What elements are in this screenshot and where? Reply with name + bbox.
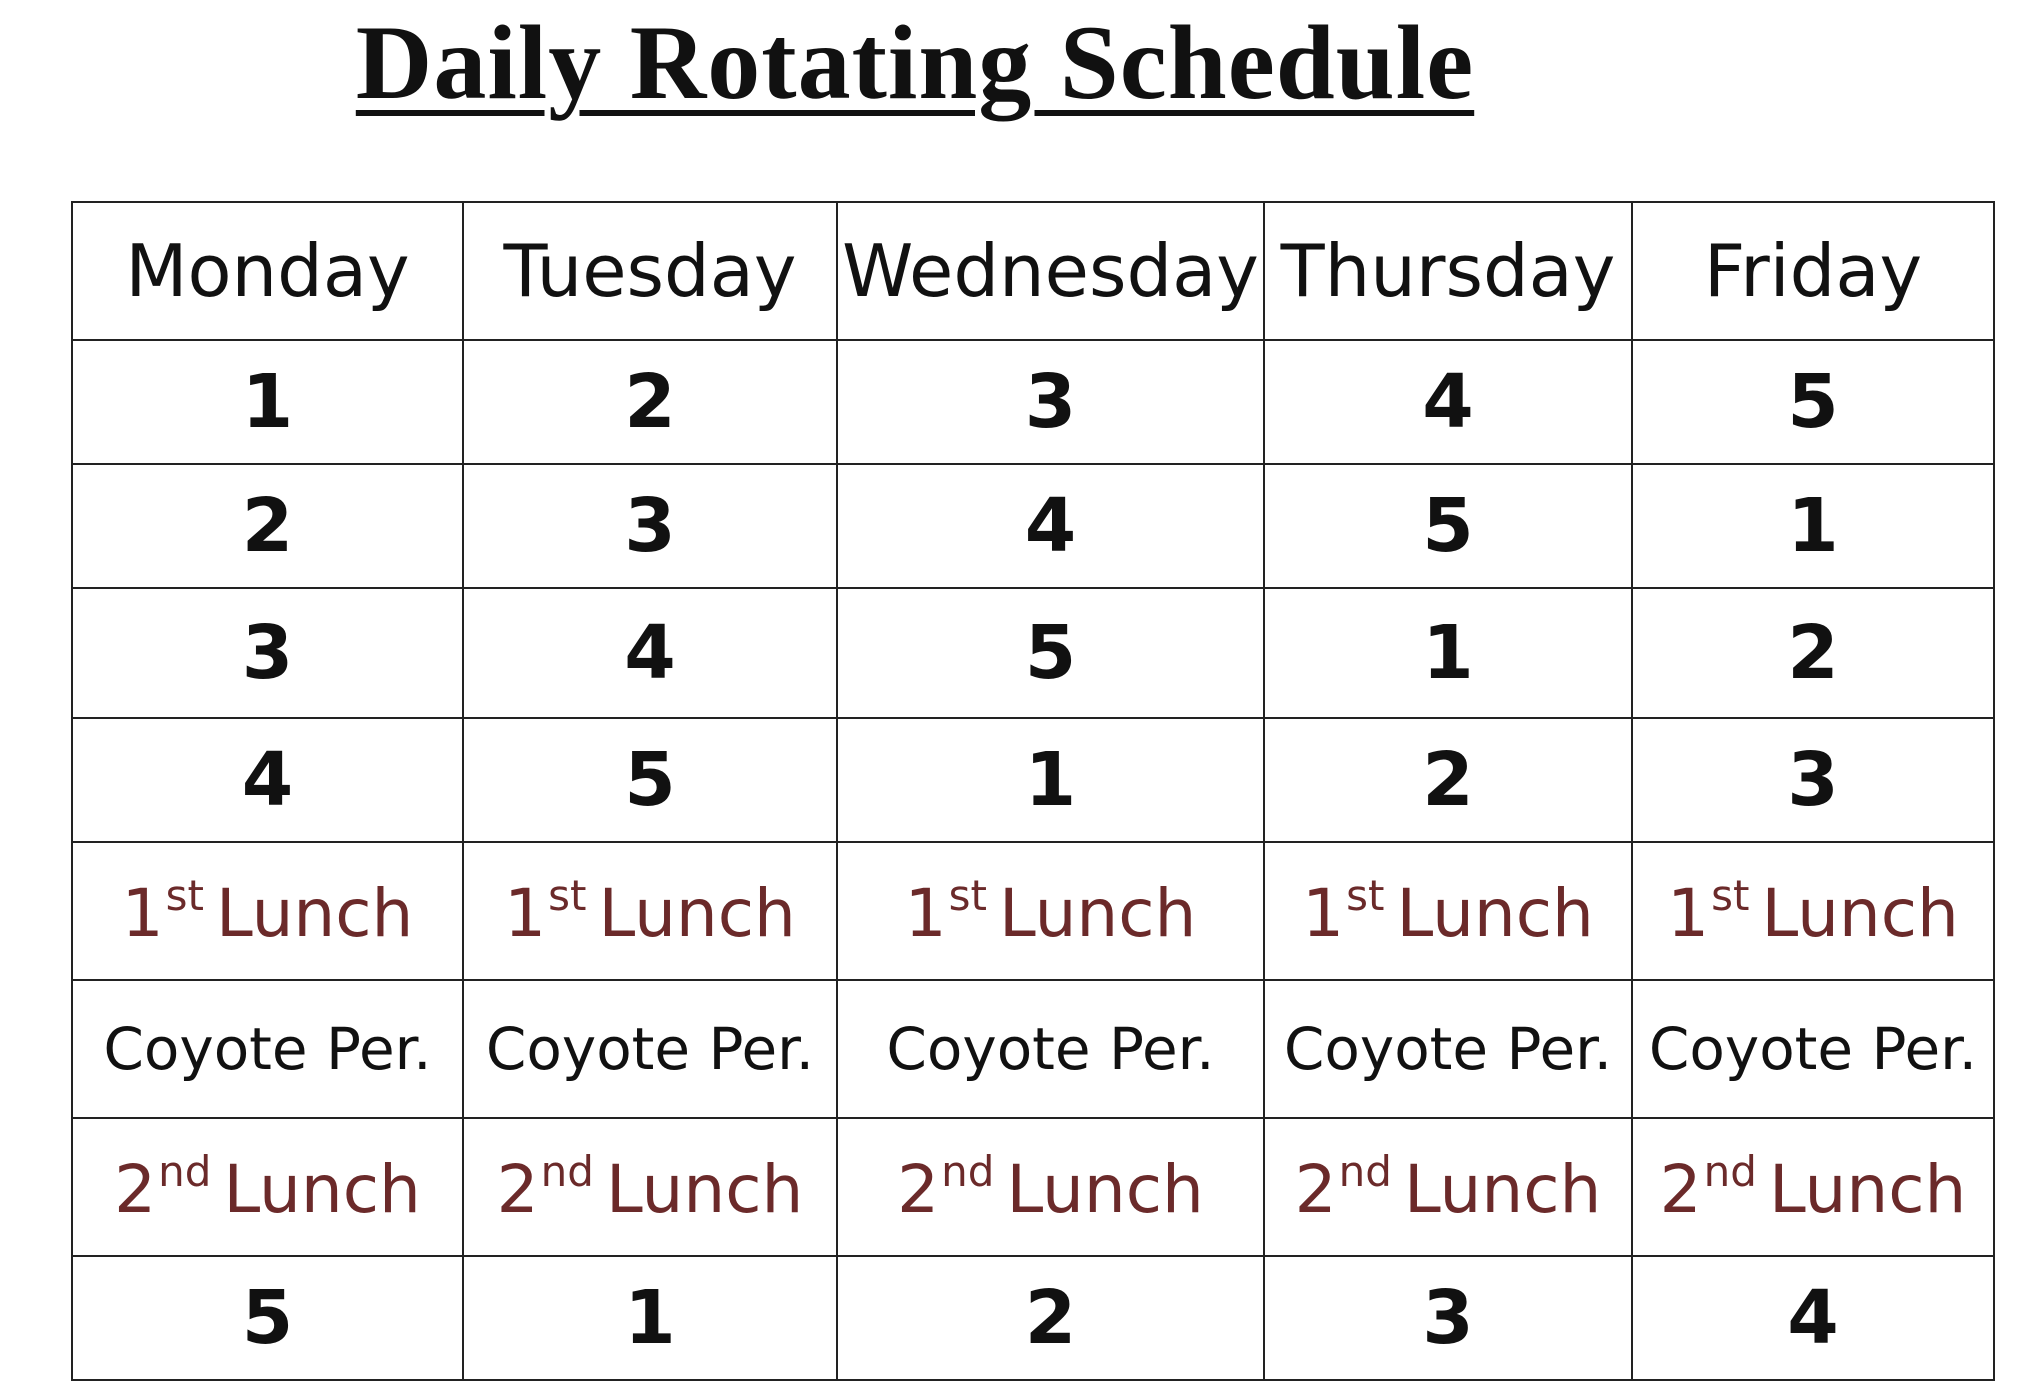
coyote-period-row — [72, 980, 1994, 1118]
second-lunch-cell — [463, 1118, 837, 1256]
period-cell: 1 — [72, 340, 463, 464]
day-header-friday: Friday — [1632, 202, 1994, 340]
lunch-ordinal: nd — [941, 1146, 995, 1196]
period-cell: 4 — [72, 718, 463, 842]
period-row — [72, 464, 1994, 588]
period-cell: 5 — [1632, 340, 1994, 464]
lunch-number: 1 — [504, 874, 547, 952]
schedule-table — [71, 201, 1995, 1381]
lunch-label: Lunch — [998, 874, 1197, 952]
period-row — [72, 588, 1994, 718]
period-cell: 2 — [1632, 588, 1994, 718]
period-cell: 5 — [463, 718, 837, 842]
coyote-period-cell: Coyote Per. — [1632, 980, 1994, 1118]
second-lunch-cell — [1632, 1118, 1994, 1256]
lunch-label: Lunch — [215, 874, 414, 952]
period-cell: 1 — [837, 718, 1264, 842]
day-header-thursday: Thursday — [1264, 202, 1632, 340]
period-cell: 2 — [837, 1256, 1264, 1380]
first-lunch-cell — [1264, 842, 1632, 980]
first-lunch-cell — [463, 842, 837, 980]
period-cell: 2 — [72, 464, 463, 588]
lunch-label: Lunch — [1396, 874, 1594, 952]
day-header-row — [72, 202, 1994, 340]
period-row — [72, 340, 1994, 464]
coyote-period-cell: Coyote Per. — [72, 980, 463, 1118]
lunch-label: Lunch — [1768, 1150, 1967, 1228]
period-cell: 3 — [72, 588, 463, 718]
lunch-ordinal: st — [1711, 870, 1750, 920]
period-cell: 1 — [463, 1256, 837, 1380]
coyote-period-cell: Coyote Per. — [837, 980, 1264, 1118]
lunch-number: 1 — [1302, 874, 1345, 952]
lunch-label: Lunch — [598, 874, 796, 952]
lunch-ordinal: st — [1346, 870, 1385, 920]
period-cell: 3 — [463, 464, 837, 588]
lunch-number: 2 — [1294, 1150, 1337, 1228]
coyote-period-cell: Coyote Per. — [1264, 980, 1632, 1118]
lunch-label: Lunch — [1403, 1150, 1602, 1228]
lunch-number: 2 — [496, 1150, 539, 1228]
page-title-text: Daily Rotating Schedule — [355, 4, 1475, 121]
lunch-ordinal: st — [948, 870, 987, 920]
day-header-monday: Monday — [72, 202, 463, 340]
period-cell: 4 — [1632, 1256, 1994, 1380]
first-lunch-cell — [72, 842, 463, 980]
lunch-label: Lunch — [1006, 1150, 1204, 1228]
period-cell: 4 — [463, 588, 837, 718]
period-cell: 1 — [1264, 588, 1632, 718]
period-cell: 5 — [837, 588, 1264, 718]
first-lunch-cell — [1632, 842, 1994, 980]
period-cell: 3 — [1632, 718, 1994, 842]
first-lunch-cell — [837, 842, 1264, 980]
period-cell: 4 — [1264, 340, 1632, 464]
period-cell: 2 — [1264, 718, 1632, 842]
lunch-ordinal: st — [165, 870, 204, 920]
lunch-number: 2 — [114, 1150, 157, 1228]
period-cell: 4 — [837, 464, 1264, 588]
lunch-number: 1 — [121, 874, 164, 952]
lunch-ordinal: st — [548, 870, 587, 920]
day-header-wednesday: Wednesday — [837, 202, 1264, 340]
lunch-ordinal: nd — [540, 1146, 594, 1196]
period-cell: 5 — [1264, 464, 1632, 588]
second-lunch-cell — [1264, 1118, 1632, 1256]
lunch-number: 1 — [1667, 874, 1710, 952]
period-cell: 3 — [1264, 1256, 1632, 1380]
first-lunch-row — [72, 842, 1994, 980]
lunch-number: 2 — [897, 1150, 940, 1228]
lunch-label: Lunch — [1761, 874, 1959, 952]
second-lunch-cell — [72, 1118, 463, 1256]
lunch-label: Lunch — [605, 1150, 804, 1228]
day-header-tuesday: Tuesday — [463, 202, 837, 340]
lunch-ordinal: nd — [1338, 1146, 1392, 1196]
period-cell: 2 — [463, 340, 837, 464]
lunch-ordinal: nd — [1703, 1146, 1757, 1196]
page-title — [0, 0, 1830, 121]
period-cell: 5 — [72, 1256, 463, 1380]
period-cell: 1 — [1632, 464, 1994, 588]
period-cell: 3 — [837, 340, 1264, 464]
period-row — [72, 1256, 1994, 1380]
period-row — [72, 718, 1994, 842]
coyote-period-cell: Coyote Per. — [463, 980, 837, 1118]
second-lunch-row — [72, 1118, 1994, 1256]
lunch-ordinal: nd — [158, 1146, 212, 1196]
second-lunch-cell — [837, 1118, 1264, 1256]
lunch-number: 2 — [1659, 1150, 1702, 1228]
lunch-number: 1 — [904, 874, 947, 952]
lunch-label: Lunch — [223, 1150, 421, 1228]
